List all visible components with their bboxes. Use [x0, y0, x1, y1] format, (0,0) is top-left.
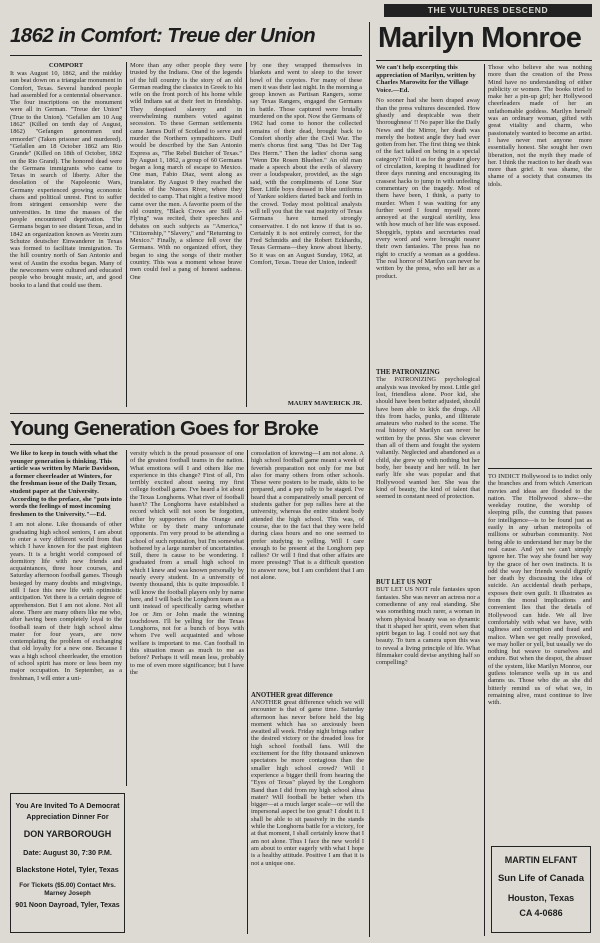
ad-dinner-address: 901 Noon Dayroad, Tyler, Texas [15, 902, 120, 909]
dateline: COMPORT [48, 62, 84, 69]
article-headline-young-generation: Young Generation Goes for Broke [10, 417, 319, 440]
article-young-column-3 [251, 450, 364, 934]
subhead-but-let-us: BUT LET US NOT [376, 579, 432, 587]
ad-dinner-invitation [10, 793, 125, 933]
article-comfort-text-3: by one they wrapped themselves in blankets and went to sleep to the tower howl of the coyotes. For many of these men it was their last night. In the morning a group known as Partisan Rangers, some say Texas Rangers, engaged the Germans in battle. Those captured were brutally murdered on the spot. Now the Germans of 1962 had come to honor the collected remains of their dead, brought back to Comfort shortly after the Civil War. The men's chorus first sang "Das Ist Der Tag Des Herrn." Then the ladies' chorus sang "Wenn Die Rosen Bluehen." An old man made a speech about the evils of slavery over a loudspeaker, provided, as the sign said, with the compliments of Lone Star Beer. Little boys dressed in blue uniforms of Yankee soldiers darted back and forth in the crowd. Today most political analysts will tell you that the vast majority of Texas Germans have turned strongly conservative. I do not know if that is so. Certainly it is not entirely correct, for the Fred Schmidts and the Robert Eckhardts, Texas Germans—they know about liberty. So it was on an August Sunday, 1962, at Comfort, Texas. Treue der Union, indeed! [250, 62, 362, 267]
article-comfort-column-1 [10, 62, 122, 410]
column-divider [484, 64, 485, 936]
column-divider [126, 62, 127, 407]
ad-dinner-line1: You Are Invited To A Democrat [15, 801, 120, 810]
author-signature: MAURY MAVERICK JR. [287, 400, 362, 407]
subhead-another: ANOTHER great difference [251, 692, 333, 699]
ad-martin-elfant [491, 846, 591, 933]
article-young-text-4: ANOTHER great difference which we will encounter is that of game time. Saturday afternoon has never before held the big moment which has so anxiously been awaited all week. Friday night brings rather the desired victory or the dreaded loss for high school football fans. Will the excitement for the fifty thousand unknown spectators be more contagious than the smaller high school crowd? Will I experience a bigger thrill from hearing the "Eyes of Texas" played by the Longhorn Band than I did from my high school alma mater? Will football be better when it's bigger—at a much larger scale—or will the impersonal aspect be too great? I doubt it. I shall be able to sit passively in the stands while the Longhorns battle for a victory, for at that moment, I shall certainly know that I am not alone. Thus I face the new world I am about to enter eagerly with what I hope is a healthy attitude. Positive I am that it is not a unique one. [251, 699, 364, 867]
ad-dinner-venue: Blackstone Hotel, Tyler, Texas [16, 865, 119, 874]
ad-elfant-name: MARTIN ELFANT [504, 855, 578, 865]
column-divider [126, 450, 127, 786]
paragraph-rule [488, 468, 592, 469]
article-young-text-1: I am not alone. Like thousands of other graduating high school seniors, I am about to enter a very different world from that which I have known for the past eighteen years. It is a bright world composed of dormitory life with new friends and acquaintances, three hour courses, and Saturday afternoon football games. Though besieged by many doubts and misgivings, still I face this new life with optimistic anticipation. Yet there is a certain degree of apprehension. But I am not alone. Not all alone. There are many others like me who, after having been completely loyal to the football team of their high school alma mater for four years, are now contemplating the problem of exchanging that old loyalty for a new one. Because I was a high school cheerleader, the emotion of school spirit has more or less been my major occupation. In September, as a freshman, I will enter a uni- [10, 521, 122, 682]
article-young-text-3: consolation of knowing—I am not alone. A high school football game meant a week of feverish preparation not only for me but also for many others from other schools. These were posters to be made, skits to be prepared, and a pep rally to be staged. I've heard that a comparatively small percent of students gather for pep rallies here at the university, whereas the entire student body attended the high school. This was, of course, due to the fact that they were held during class hours and no one seemed to prefer studying to yelling. Will I care enough to be present at the Longhorn pep rallies? Or will I find that other affairs are more pressing? That is a difficult question to answer now, but I am confident that I am not alone. [251, 450, 364, 582]
article-comfort-text-2: More than any other people they were trusted by the Indians. One of the legends of the hill country is the story of an old German reading the classics in Greek to his wife on the front porch of his home while wild Indians sat at their feet in friendship. They despised slavery and in overwhelming numbers voted against secession. To these German settlements came James Duff of Scotland to serve and murder the Northern sympathizers. Duff would be described by the San Antonio Express as, "The Rebel Butcher of Texas." By August 1, 1862, a group of 60 Germans began a long march of escape to Mexico. One man, Fabio Diaz, went along as translator. By August 9 they reached the banks of the Nueces River, where they decided to camp. That night a festive mood came over the men. A favorite poem of the old country, "Black Crows are Still A-Flying" was recited, their speeches and debates on such subjects as "America," "Citizenship," "Slavery," and "Returning to Mexico." Finally, a silence fell over the Germans. With no organized effort, they began to sing the songs of their mother country. This was a moment whose brave men could feel a pang of honest sadness. One [130, 62, 242, 281]
article-marilyn-column-2 [488, 64, 592, 839]
ad-elfant-company: Sun Life of Canada [497, 873, 585, 884]
ad-elfant-city: Houston, Texas [507, 893, 575, 903]
section-rule [10, 413, 364, 414]
article-marilyn-text-1: No sooner had she been draped away than the press vultures descended. How ghastly and despicable was their 'thoroughness' !! No paper like the Daily News and the Mirror, her death was merely the hottest angle they had ever gotten from her. The first thing we think of the fact talked on being in a special category? Told it as for the greater glory of circulation, keeping it headlined for three days running and encouraging its crassest hacks to jump in with unfeeling commentary on the tragedy. Most of them have been, I think, a party to murder. When I was waiting for any further word I found myself more annoyed at the surgical sterility, less with how much of her life was exposed. Shopgirls, typists and secretaries read every word and were brought nearer their own fantasies. The press has no right to crucify a woman as a goddess. The real horror of Marilyn can never be written by the press, who sell her as a product. [376, 97, 480, 280]
article-marilyn-text-4: Those who believe she was nothing more than the creation of the Press Mind have no understanding of either publicity or women. The books tried to make her a pin-up girl; her Hollywood cheerleaders made of her an unfathomable goddess. Marilyn herself was an ordinary woman, gifted with great vitality and charm, who passionately wanted to become an artist. I have never met anyone more essentially honest. She sought her own liberation, not the myth they made of her. I think the reaction to her death was more than grief. It was shame, the shame of a society that consumes its idols. [488, 64, 592, 188]
article-comfort-column-2 [130, 62, 242, 410]
article-comfort-text-1: It was August 10, 1862, and the midday sun beat down on a triangular monument in Comfort, Texas. Several hundred people had assembled for a centennial observance. The four inscriptions on the monument were all in German. "Treue der Union" (True to the Union). "Gefallen am 10 Aug 1862" (Killed on tenth day of August, 1862) "Gefangen genommen und ermordet" (Taken prisoner and murdered). "Gefallen am 18 October 1862 am Rio Grande" (Killed on 18th of October, 1862 on the Rio Grand). The honored dead were the Germans immigrants who came to Texas in search of liberty. After the desolation of the Napoleonic Wars, Germany experienced growing economic chaos and political unrest. First to suffer from stringent censorship were the universities. In time the masses of the people encountered deprivation. The Germans began to see distant Texas, and in 1842 an organization known as Verein zum Schutze deutscher Einwanderer in Texas was formed to facilitate immigration. To the hill country north of San Antonio and west of Austin the exodus began. Many of the newcomers were cultured and educated people who brought music, art, and good books to a land that could use them. [10, 70, 122, 289]
ad-dinner-date: Date: August 30, 7:30 P.M. [23, 848, 112, 857]
ad-dinner-line2: Appreciation Dinner For [26, 812, 109, 821]
article-marilyn-column-1 [376, 64, 480, 939]
ad-dinner-tickets: For Tickets ($5.00) Contact Mrs. Marney Joseph [19, 882, 116, 897]
headline-rule [10, 444, 364, 445]
article-young-column-2 [130, 450, 244, 934]
article-young-intro: We like to keep in touch with what the younger generation is thinking. This article was written by Marie Davidson, a former cheerleader at Winters, for the freshman issue of the Daily Texan, student paper at the University. According to the preface, she "puts into words the feelings of most incoming freshmen to the University."—Ed. [10, 450, 122, 518]
article-marilyn-byline: We can't help excerpting this appreciation of Marilyn, written by Charles Marowitz for the Village Voice.—Ed. [376, 64, 476, 94]
section-tag: THE VULTURES DESCEND [384, 4, 592, 17]
article-headline-marilyn: Marilyn Monroe [378, 22, 582, 54]
article-marilyn-text-3: BUT LET US NOT rule fantasies upon fantasies. She was never an actress nor a comedienne of any real standing. She was something much rarer, a woman in whom physical beauty was so dynamic that it shaped her spirit, even when that spirit began to lag. I could not say that beauty. To turn a camera upon this was to reveal a living principle of life. What filmmaker could devise anything half so compelling? [376, 586, 480, 667]
headline-rule [376, 60, 592, 61]
article-comfort-column-3 [250, 62, 362, 410]
column-divider [247, 450, 248, 934]
column-divider [246, 62, 247, 407]
ad-dinner-name: DON YARBOROUGH [23, 829, 112, 839]
subhead-patronizing: THE PATRONIZING [376, 369, 440, 377]
ad-elfant-phone: CA 4-0686 [519, 908, 563, 918]
article-headline-comfort: 1862 in Comfort: Treue der Union [10, 24, 316, 47]
headline-rule [10, 55, 362, 56]
article-young-column-1 [10, 450, 122, 790]
article-marilyn-text-5: TO INDICT Hollywood is to indict only the branches and from which American movies and ideas are flooded to the nation. The Hollywood show—the weekday routine, the worship of sleeping pills, the cunning that passes for intelligence—is to be found just as easily in any urban metropolis of millions or suburban community. Not being able to understand her may be the real cause. And yet we can't simply ignore her. The way she found her way by the grace of her own instincts. It is odd the way her friends would dignify her death by discussing the idea of suicide. An accidental death perhaps, exposes their own guilt. It illustrates as from the moral implications and convenient lies that the details of Hollywood can hide. We all live comfortably with what we have, with ugliness and corruption and fraud and malice. When we get really provoked, we may holler or yell, but usually we do nothing but weave to ourselves and endure. But when the despot, the abuser of the system, like Marilyn Monroe, our gutless tolerance wells up in us and damns us. Those who die as she did bitterly remind us of what we, in remaining alive, must continue to live with. [488, 473, 592, 707]
section-divider [369, 22, 370, 937]
article-young-text-2: versity which is the proud possessor of one of the greatest football teams in the nation. What emotions will I and others like me experience in this change? First of all, I'm terribly excited about seeing my first college football game. I've heard a lot about the Texas Longhorns. What river of football hasn't? The Longhorns have established a record which will not soon be forgotten, either by supporters of the Orange and White or by their many unfortunate opponents. I'm very proud to be attending a school of such reputation, but I'm somewhat bothered by a large number of uncertainties. Still, there is cause to be wondering. I graduated from a small high school in which I knew and was known personally by nearly every student. In a university of twenty thousand, this is quite impossible. I will know the football players only by name here, and I will back the Longhorn team as a unit instead of specifically caring whether Joe or Jim or John made the winning touchdown. I'll be yelling for the Texas Longhorns, not for a bunch of boys with whom I've well acquainted and whose welfare is important to me. Can football in this situation mean as much to me as before? Perhaps it will mean less, probably to me of even more significance; but I have the [130, 450, 244, 676]
article-marilyn-text-2: The PATRONIZING psychological analysis was invoked by most. Little girl lost, friendless alone. Poor kid, she should have been better adjusted, should have been able to kick the drugs. All this from hacks, punks, and illiterate amateurs who rushed to the scene. The real history of Marilyn can never be written by the press. She was cleverer than all of them and fought the system valiantly. Neglected and abandoned as a child, she grew up with nothing but her body, her beauty and her will. In her early life she was popular and that Hollywood wanted her. She was the kind of beauty, the kind of talent that seemed in constant need of protection. [376, 376, 480, 501]
